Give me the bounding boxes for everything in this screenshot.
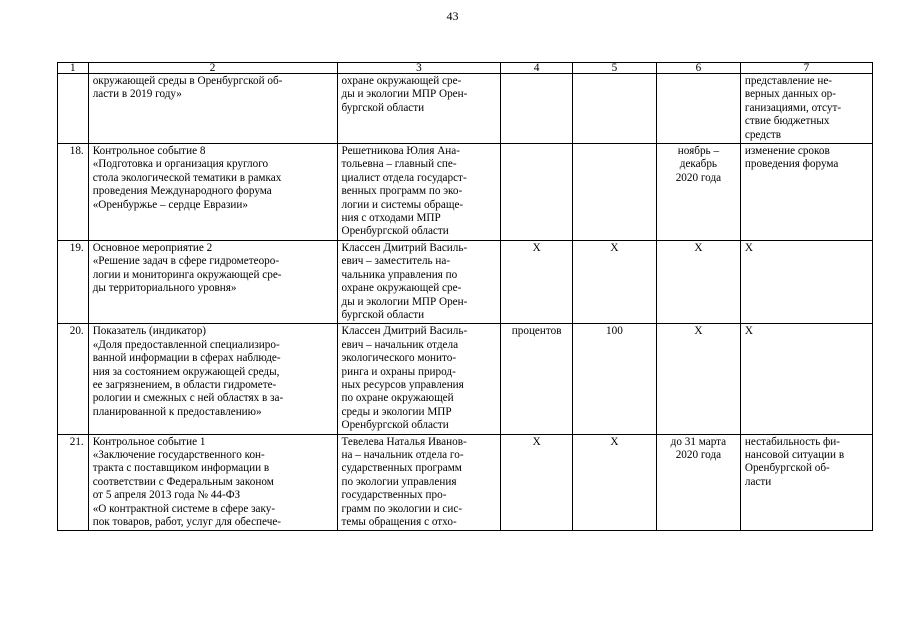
description-cell	[88, 434, 337, 531]
cell-text-line: Оренбургской об-	[744, 462, 830, 475]
cell-text-line: Оренбургской области	[341, 419, 449, 432]
cell-text-line: сударственных программ	[341, 462, 462, 475]
value-cell	[572, 324, 656, 434]
risk-cell	[740, 324, 872, 434]
column-header: 1	[58, 63, 89, 74]
term-cell	[656, 240, 740, 323]
cell-text-line: бургской области	[341, 308, 425, 321]
value-cell	[572, 74, 656, 144]
cell-text-line: охране окружающей сре-	[341, 75, 462, 87]
table-row	[58, 144, 873, 241]
cell-text-line: охране окружающей сре-	[341, 282, 462, 295]
cell-text-line: ных ресурсов управления	[341, 378, 464, 391]
risk-cell	[740, 240, 872, 323]
cell-text-line: государственных про-	[341, 489, 447, 502]
cell-text-line: ствие бюджетных	[744, 115, 830, 128]
cell-text-line: ния с отходами МПР	[341, 212, 441, 225]
cell-text-line: евич – начальник отдела	[341, 338, 459, 351]
cell-text-line: тракта с поставщиком информации в	[92, 462, 270, 475]
cell-text-line: ласти в 2019 году»	[92, 88, 182, 101]
table-body	[58, 74, 873, 531]
cell-text-line: «О контрактной системе в сфере заку-	[92, 502, 276, 515]
column-header: 2	[88, 63, 337, 74]
cell-text-line: Основное мероприятие 2	[92, 241, 213, 254]
cell-text-line: ванной информации в сферах наблюде-	[92, 352, 281, 365]
cell-text-line: стола экологической тематики в рамках	[92, 171, 282, 184]
row-number-cell: 18.	[58, 144, 89, 241]
cell-text-line: Х	[744, 241, 753, 254]
cell-text-line: на – начальник отдела го-	[341, 448, 464, 461]
cell-text-line: рологии и смежных с ней областях в за-	[92, 392, 284, 405]
cell-text-line: до 31 марта	[670, 435, 727, 448]
cell-text-line: циалист отдела государст-	[341, 171, 467, 184]
column-header: 4	[501, 63, 573, 74]
cell-text-line: декабрь	[679, 158, 718, 171]
cell-text-line: «Решение задач в сфере гидрометеоро-	[92, 255, 280, 268]
cell-text-line: представление не-	[744, 75, 833, 87]
cell-text-line: венных программ по эко-	[341, 185, 463, 198]
responsible-cell	[337, 434, 501, 531]
row-number-cell: 21.	[58, 434, 89, 531]
cell-text-line: окружающей среды в Оренбургской об-	[92, 75, 283, 87]
description-cell	[88, 324, 337, 434]
unit-cell	[501, 74, 573, 144]
responsible-cell	[337, 240, 501, 323]
value-cell	[572, 144, 656, 241]
risk-cell	[740, 434, 872, 531]
cell-text-line: «Доля предоставленной специализиро-	[92, 338, 280, 351]
table-row	[58, 240, 873, 323]
cell-text-line: проведения форума	[744, 158, 839, 171]
cell-text-line: «Заключение государственного кон-	[92, 448, 265, 461]
column-header: 6	[656, 63, 740, 74]
cell-text-line: Х	[532, 241, 541, 254]
cell-text-line: соответствии с Федеральным законом	[92, 475, 274, 488]
cell-text-line: планированной к предоставлению»	[92, 405, 262, 418]
header-row	[58, 63, 873, 74]
responsible-cell	[337, 324, 501, 434]
cell-text-line: от 5 апреля 2013 года № 44-ФЗ	[92, 489, 241, 502]
unit-cell	[501, 240, 573, 323]
cell-text-line: Оренбургской области	[341, 225, 449, 238]
description-cell	[88, 240, 337, 323]
cell-text-line: чальника управления по	[341, 268, 458, 281]
cell-text-line: по экологии управления	[341, 475, 457, 488]
column-header: 3	[337, 63, 501, 74]
cell-text-line: ды и экологии МПР Орен-	[341, 295, 468, 308]
cell-text-line: 2020 года	[675, 171, 722, 184]
cell-text-line: грамм по экологии и сис-	[341, 502, 463, 515]
column-header: 7	[740, 63, 872, 74]
table-row	[58, 434, 873, 531]
cell-text-line: Контрольное событие 1	[92, 435, 206, 448]
cell-text-line: экологического монито-	[341, 352, 457, 365]
cell-text-line: нестабильность фи-	[744, 435, 841, 448]
cell-text-line: пок товаров, работ, услуг для обеспече-	[92, 516, 282, 528]
cell-text-line: нансовой ситуации в	[744, 448, 845, 461]
table-row	[58, 74, 873, 144]
cell-text-line: Х	[694, 241, 703, 254]
cell-text-line: темы обращения с отхо-	[341, 516, 457, 528]
cell-text-line: ды и экологии МПР Орен-	[341, 88, 468, 101]
cell-text-line: проведения Международного форума	[92, 185, 272, 198]
cell-text-line: Показатель (индикатор)	[92, 325, 207, 338]
term-cell	[656, 74, 740, 144]
row-number-cell: 20.	[58, 324, 89, 434]
cell-text-line: Х	[694, 325, 703, 338]
responsible-cell	[337, 144, 501, 241]
row-number-cell: 19.	[58, 240, 89, 323]
cell-text-line: «Оренбуржье – сердце Евразии»	[92, 198, 248, 211]
term-cell	[656, 434, 740, 531]
cell-text-line: логии и мониторинга окружающей сре-	[92, 268, 282, 281]
cell-text-line: средств	[744, 128, 782, 141]
cell-text-line: среды и экологии МПР	[341, 405, 452, 418]
cell-text-line: тольевна – главный спе-	[341, 158, 457, 171]
cell-text-line: Х	[610, 435, 619, 448]
value-cell	[572, 240, 656, 323]
term-cell	[656, 144, 740, 241]
cell-text-line: «Подготовка и организация круглого	[92, 158, 269, 171]
risk-cell	[740, 74, 872, 144]
cell-text-line: Х	[610, 241, 619, 254]
cell-text-line: по охране окружающей	[341, 392, 454, 405]
cell-text-line: ния за состоянием окружающей среды,	[92, 365, 280, 378]
cell-text-line: Классен Дмитрий Василь-	[341, 325, 468, 338]
cell-text-line: ринга и охраны природ-	[341, 365, 456, 378]
cell-text-line: Х	[532, 435, 541, 448]
cell-text-line: 2020 года	[675, 448, 722, 461]
page-number: 43	[446, 9, 459, 23]
column-header: 5	[572, 63, 656, 74]
cell-text-line: Тевелева Наталья Иванов-	[341, 435, 467, 448]
cell-text-line: Решетникова Юлия Ана-	[341, 145, 460, 158]
cell-text-line: Контрольное событие 8	[92, 145, 206, 158]
plan-table	[57, 62, 873, 531]
term-cell	[656, 324, 740, 434]
description-cell	[88, 144, 337, 241]
cell-text-line: Классен Дмитрий Василь-	[341, 241, 468, 254]
cell-text-line: ее загрязнением, в области гидромете-	[92, 378, 277, 391]
responsible-cell	[337, 74, 501, 144]
unit-cell	[501, 144, 573, 241]
unit-cell	[501, 434, 573, 531]
cell-text-line: логии и системы обраще-	[341, 198, 464, 211]
unit-cell	[501, 324, 573, 434]
cell-text-line: ды территориального уровня»	[92, 282, 237, 295]
cell-text-line: евич – заместитель на-	[341, 255, 451, 268]
cell-text-line: 100	[606, 325, 623, 338]
risk-cell	[740, 144, 872, 241]
value-cell	[572, 434, 656, 531]
description-cell	[88, 74, 337, 144]
cell-text-line: изменение сроков	[744, 145, 830, 158]
cell-text-line: процентов	[511, 325, 562, 338]
cell-text-line: ноябрь –	[677, 145, 720, 158]
cell-text-line: Х	[744, 325, 753, 338]
cell-text-line: ласти	[744, 475, 772, 488]
cell-text-line: бургской области	[341, 101, 425, 114]
cell-text-line: ганизациями, отсут-	[744, 101, 842, 114]
row-number-cell	[58, 74, 89, 144]
cell-text-line: верных данных ор-	[744, 88, 836, 101]
table-row	[58, 324, 873, 434]
